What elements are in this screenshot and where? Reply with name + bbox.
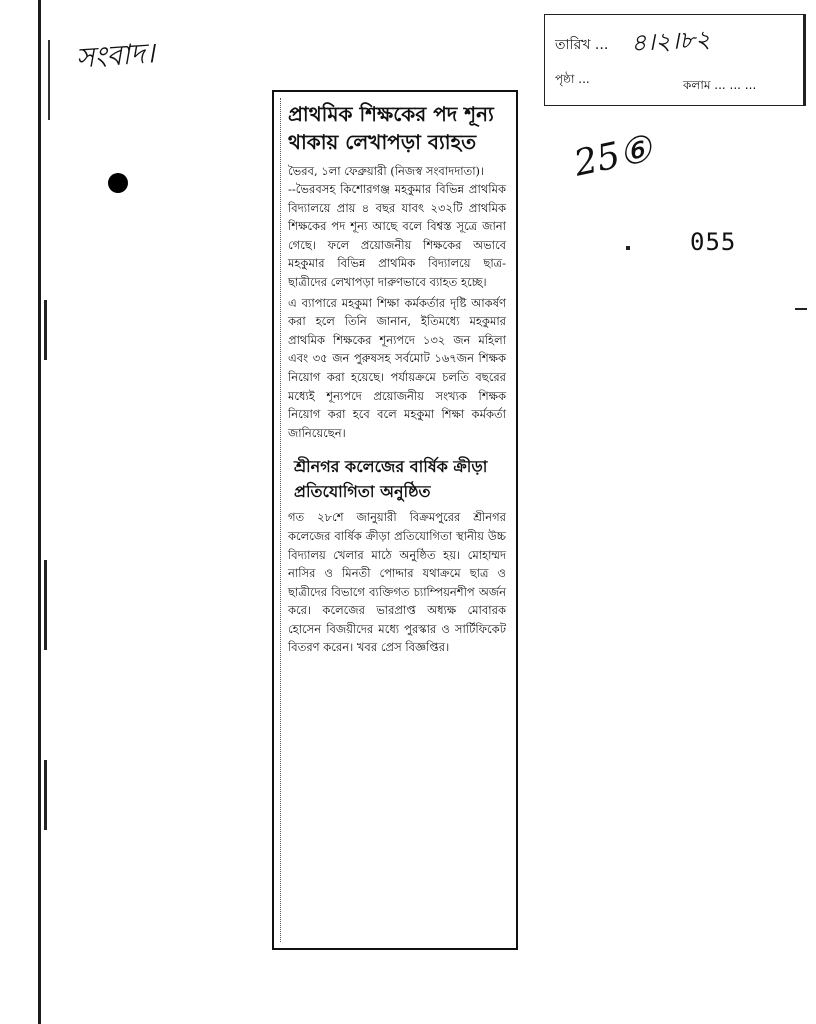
stamp-page-label: পৃষ্ঠা ... (555, 72, 590, 86)
scan-speck (44, 560, 47, 650)
scan-speck (795, 308, 807, 310)
article1-byline: ভৈরব, ১লা ফেব্রুয়ারী (নিজস্ব সংবাদদাতা)। (288, 164, 485, 178)
article1-paragraph2: এ ব্যাপারে মহকুমা শিক্ষা কর্মকর্তার দৃষ্টি আকর্ষণ করা হলে তিনি জানান, ইতিমধ্যে মহকুমার প্রাথমিক শিক্ষকের শূন্যপদে ১৩২ জন মহিলা এবং ৩৫ জন পুরুষসহ সর্বমোট ১৬৭জন শিক্ষক নিয়োগ করা হয়েছে। পর্যায়ক্রমে চলতি বছরের মধ্যেই শূন্যপদে প্রয়োজনীয় সংখ্যক শিক্ষক নিয়োগ করা হবে বলে মহকুমা শিক্ষা কর্মকর্তা জানিয়েছেন। (288, 295, 506, 440)
article1-headline: প্রাথমিক শিক্ষকের পদ শূন্য থাকায় লেখাপড়া ব্যাহত (288, 102, 494, 154)
scan-speck (626, 246, 630, 250)
newspaper-clipping (272, 90, 518, 950)
stamp-date-value: ৪।২।৮২ (630, 24, 712, 58)
page-edge-mark (48, 40, 50, 120)
page-edge (38, 0, 41, 1024)
archive-stamp (544, 14, 806, 106)
clipping-rule (280, 98, 281, 942)
stamp-date-label: তারিখ ... (555, 37, 609, 53)
handwritten-mark: 25⑥ (570, 128, 656, 185)
stamp-column-label: কলাম ... ... ... (683, 78, 757, 92)
scan-speck (44, 300, 47, 360)
newspaper-source-label: সংবাদ। (74, 36, 156, 75)
article2-paragraph1: গত ২৮শে জানুয়ারী বিক্রমপুরের শ্রীনগর কলেজের বার্ষিক ক্রীড়া প্রতিযোগিতা স্থানীয় উচ্চ বিদ্যালয় খেলার মাঠে অনুষ্ঠিত হয়। মোহাম্মদ নাসির ও মিনতী পোদ্দার যথাক্রমে ছাত্র ও ছাত্রীদের বিভাগে ব্যক্তিগত চ্যাম্পিয়নশীপ অর্জন করে। কলেজের ভারপ্রাপ্ত অধ্যক্ষ মোবারক হোসেন বিজয়ীদের মধ্যে পুরস্কার ও সার্টিফিকেট বিতরণ করেন। খবর প্রেস বিজ্ঞপ্তির। (288, 510, 506, 655)
punch-hole-icon (108, 173, 128, 193)
article2-headline: শ্রীনগর কলেজের বার্ষিক ক্রীড়া প্রতিযোগিতা অনুষ্ঠিত (294, 457, 488, 502)
article1-paragraph1: --ভৈরবসহ কিশোরগঞ্জ মহকুমার বিভিন্ন প্রাথমিক বিদ্যালয়ে প্রায় ৪ বছর যাবৎ ২৩২টি প্রাথমিক শিক্ষকের পদ শূন্য আছে বলে বিশ্বস্ত সূত্রে জানা গেছে। ফলে প্রয়োজনীয় শিক্ষকের অভাবে মহকুমার বিভিন্ন প্রাথমিক বিদ্যালয়ে ছাত্র-ছাত্রীদের লেখাপড়া দারুণভাবে ব্যাহত হচ্ছে। (288, 182, 506, 289)
page-number: 055 (690, 228, 737, 256)
scan-speck (44, 760, 47, 830)
